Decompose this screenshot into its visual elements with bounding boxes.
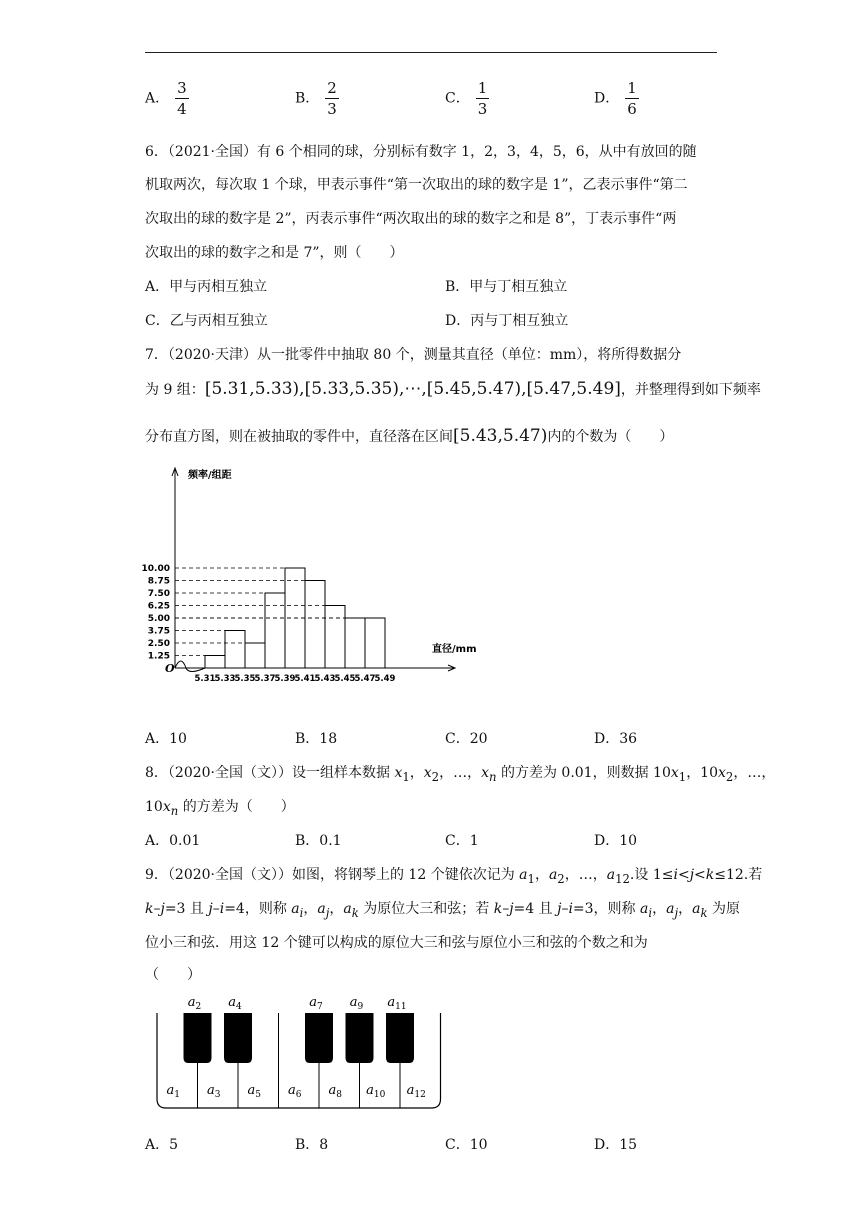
black-key-label: $a_9$: [349, 995, 364, 1012]
white-key-label: $a_8$: [328, 1083, 342, 1100]
q8-text-line-1: 8．（2020·全国（文））设一组样本数据 $x_1$，$x_2$，…，$x_n$ 的方差为 0.01，则数据 $10x_1$，$10x_2$，…，: [145, 765, 776, 784]
y-tick-label: 3.75: [147, 626, 170, 637]
white-key-label: $a_1$: [166, 1083, 180, 1100]
x-tick-label: 5.31: [194, 674, 216, 684]
q7-option-b[interactable]: B．18: [295, 731, 338, 747]
q6-option-b[interactable]: B．甲与丁相互独立: [445, 279, 568, 295]
black-key: [305, 1013, 333, 1063]
x-tick-label: 5.41: [294, 674, 316, 684]
y-tick-label: 6.25: [147, 601, 170, 612]
q9-text-line-2: k–j=3 且 j–i=4，则称 $a_i$，$a_j$，$a_k$ 为原位大三和弦；若 k–j=4 且 j–i=3，则称 $a_i$，$a_j$，$a_k$ 为原: [145, 901, 740, 920]
q8-option-a[interactable]: A．0.01: [145, 833, 201, 849]
q8-text-line-2: $10x_n$ 的方差为（ ）: [145, 799, 295, 818]
x-tick-label: 5.37: [254, 674, 276, 684]
black-key-label: $a_4$: [228, 995, 242, 1012]
x-tick-label: 5.47: [354, 674, 376, 684]
y-tick-label: 2.50: [147, 639, 170, 649]
q6-text-line-3: 次取出的球的数字是 2”，丙表示事件“两次取出的球的数字之和是 8”，丁表示事件“两: [145, 211, 677, 227]
q6-text-line-4: 次取出的球的数字之和是 7”，则（ ）: [145, 245, 404, 261]
q7-option-d[interactable]: D．36: [594, 731, 638, 747]
q9-option-c[interactable]: C．10: [445, 1137, 488, 1153]
q7-line2-suffix: ，并整理得到如下频率: [620, 382, 761, 398]
q7-option-c[interactable]: C．20: [445, 731, 488, 747]
white-key-label: $a_5$: [247, 1083, 261, 1100]
q7-intervals: [5.31,5.33),[5.33,5.35),⋯,[5.45,5.47),[5.47,5.49]: [204, 379, 621, 399]
white-key-label: $a_6$: [288, 1083, 302, 1100]
q8-option-d[interactable]: D．10: [594, 833, 638, 849]
q8-option-b[interactable]: B．0.1: [295, 833, 342, 849]
q5-option-c[interactable]: C． $\frac{1}{3}$: [445, 79, 488, 118]
q9-option-b[interactable]: B．8: [295, 1137, 329, 1153]
q7-interval: [5.43,5.47): [453, 426, 548, 446]
q9-text-line-3: 位小三和弦．用这 12 个键可以构成的原位大三和弦与原位小三和弦的个数之和为: [145, 935, 648, 951]
y-tick-label: 1.25: [147, 651, 170, 662]
q6-option-d[interactable]: D．丙与丁相互独立: [445, 313, 569, 329]
x-tick-label: 5.35: [234, 674, 256, 684]
q5-option-a[interactable]: A． $\frac{3}{4}$: [145, 79, 187, 118]
q9-option-d[interactable]: D．15: [594, 1137, 638, 1153]
q7-text-line-1: 7．（2020·天津）从一批零件中抽取 80 个，测量其直径（单位：mm），将所得数据分: [145, 347, 682, 363]
x-tick-label: 5.49: [374, 674, 396, 684]
white-key-label: $a_3$: [207, 1083, 221, 1100]
q7-line2-prefix: 为 9 组：: [145, 382, 205, 398]
q8-option-c[interactable]: C．1: [445, 833, 479, 849]
black-key-label: $a_7$: [309, 995, 323, 1012]
q9-text-line-4: （ ）: [145, 967, 201, 983]
black-key: [346, 1013, 374, 1063]
q9-option-a[interactable]: A．5: [145, 1137, 179, 1153]
white-key-label: $a_{12}$: [406, 1083, 426, 1100]
origin-label: O: [165, 662, 175, 675]
x-axis-title: 直径/mm: [432, 644, 477, 655]
x-tick-label: 5.39: [274, 674, 296, 684]
y-tick-label: 5.00: [147, 614, 170, 624]
black-key: [386, 1013, 414, 1063]
black-key-label: $a_{11}$: [387, 995, 407, 1012]
black-key-label: $a_2$: [187, 995, 202, 1012]
q7-line3-suffix: 内的个数为（ ）: [547, 429, 674, 445]
x-tick-label: 5.43: [314, 674, 336, 684]
white-key-label: $a_{10}$: [366, 1083, 386, 1100]
q5-option-b[interactable]: B． $\frac{2}{3}$: [295, 79, 337, 118]
x-tick-label: 5.45: [334, 674, 356, 684]
q7-option-a[interactable]: A．10: [145, 731, 187, 747]
y-axis-title: 频率/组距: [188, 470, 232, 481]
black-key: [184, 1013, 212, 1063]
q5-option-d[interactable]: D． $\frac{1}{6}$: [594, 79, 637, 118]
q7-line3-prefix: 分布直方图，则在被抽取的零件中，直径落在区间: [145, 429, 453, 445]
x-tick-label: 5.33: [214, 674, 236, 684]
q6-option-a[interactable]: A．甲与丙相互独立: [145, 279, 268, 295]
y-tick-label: 10.00: [141, 564, 170, 574]
y-tick-label: 8.75: [147, 576, 170, 587]
y-tick-label: 7.50: [147, 589, 170, 599]
black-key: [224, 1013, 252, 1063]
q6-option-c[interactable]: C．乙与丙相互独立: [145, 313, 268, 329]
q6-text-line-1: 6．（2021·全国）有 6 个相同的球，分别标有数字 1，2，3，4，5，6，从中有放回的随: [145, 144, 697, 160]
q9-text-line-1: 9．（2020·全国（文））如图，将钢琴上的 12 个键依次记为 $a_1$，$a_2$，…，$a_{12}$.设 1≤i<j<k≤12.若: [145, 867, 763, 886]
q6-text-line-2: 机取两次，每次取 1 个球，甲表示事件“第一次取出的球的数字是 1”，乙表示事件“第二: [145, 177, 688, 193]
